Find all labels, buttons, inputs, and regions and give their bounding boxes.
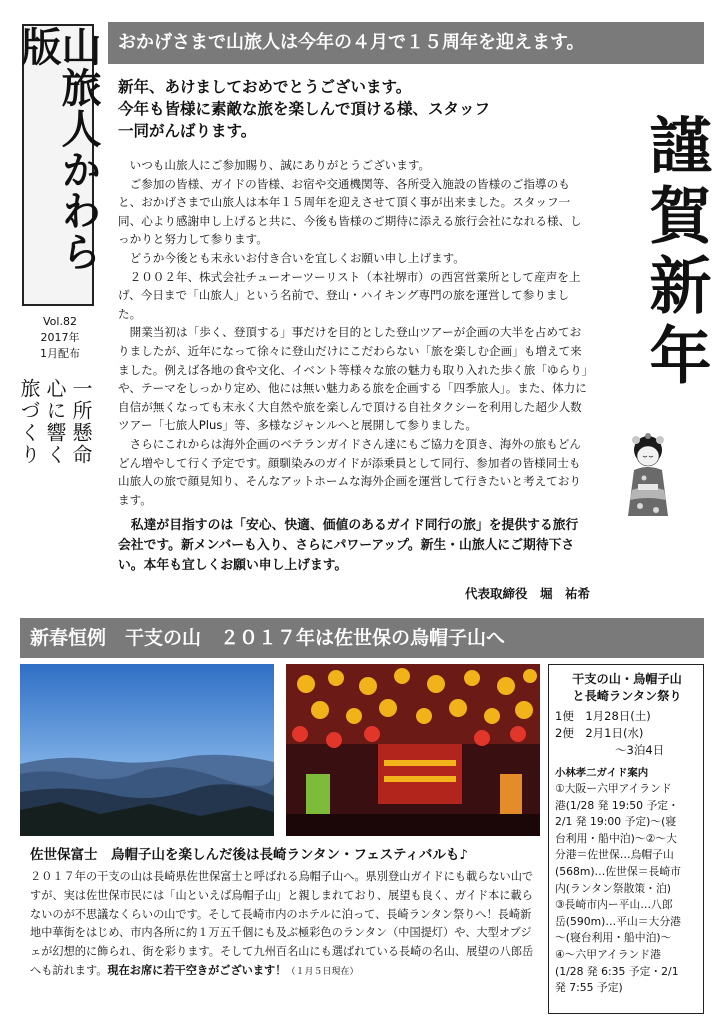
letter-paragraph: 開業当初は「歩く、登頂する」事だけを目的とした登山ツアーが企画の大半を占めておりましたが、近年になって徐々に登山だけにこだわらない「旅を楽しむ企画」も増えて来ました。例えば各地の食や文化、イベント等様々な旅の魅力も取り入れた歩く旅「ゆらり」や、テーマをしっかり定め、他には無い魅力ある旅を企画する「四季旅人」。また、体力に自信が無くなっても末永く大自然や旅を楽しんで頂ける自社タクシーを利用した超少人数ツアー「七旅人Plus」等、多様なジャンルへと展開して参りました。 (118, 325, 588, 433)
itinerary-line: ③長崎市内ー平山…八郎 (555, 898, 673, 912)
motto (17, 378, 94, 578)
itinerary (555, 781, 699, 997)
itinerary-line: 内(ランタン祭散策・泊) (555, 881, 671, 895)
article-body (30, 868, 540, 982)
tour-title (555, 671, 699, 708)
closing-message (118, 516, 588, 576)
signature: 代表取締役 堀 祐希 (464, 586, 590, 601)
kimono-doll-illustration (614, 430, 682, 522)
letter-paragraph: ２００２年、株式会社チューオーツーリスト（本社堺市）の西宮営業所として産声を上げ、今日まで「山旅人」という名前で、登山・ハイキング専門の旅を運営して参りました。 (118, 269, 581, 321)
itinerary-line: 2/1 発 19:00 予定)～(寝 (555, 815, 677, 829)
issue-distribution: 1月配布 (40, 347, 80, 360)
itinerary-line: 分港＝佐世保…烏帽子山 (555, 848, 674, 862)
greeting-letter (118, 156, 588, 509)
closing-text: 私達が目指すのは「安心、快適、価値のあるガイド同行の旅」を提供する旅行会社です。新メンバーも入り、さらにパワーアップ。新生・山旅人にご期待下さい。本年も宜しくお願い申し上げます。 (118, 518, 579, 573)
itinerary-line: ～(寝台利用・船中泊)～ (555, 931, 672, 945)
itinerary-line: 発 7:55 予定) (555, 981, 623, 995)
greeting-line-1: 新年、あけましておめでとうございます。 (118, 78, 412, 96)
guide-heading: 小林孝二ガイド案内 (555, 767, 649, 779)
issue-year: 2017年 (40, 331, 80, 344)
itinerary-line: (568m)…佐世保＝長崎市 (555, 864, 681, 878)
article-text: ２０１７年の干支の山は長崎県佐世保富士と呼ばれる烏帽子山へ。県別登山ガイドにも載らない山ですが、実は佐世保市民には「山といえば烏帽子山」と親しまれており、展望も良く、ガイド本に載らないのが不思議なくらいの山です。そして長崎市内のホテルに泊って、長崎ランタン祭りへ！長崎新地中華街をはじめ、市内各所に約１万五千個にも及ぶ極彩色のランタン（中国提灯）や、大型オブジェが幻想的に飾られ、街を彩ります。そして九州百名山にも選ばれている長崎の名山、展望の八郎岳へも訪れます。 (30, 870, 534, 977)
itinerary-line: 台利用・船中泊)～②～大 (555, 831, 677, 845)
sasebo-mountain-view-photo (20, 664, 274, 836)
motto-line-1: 一所懸命 (69, 378, 93, 466)
issue-info (20, 314, 100, 362)
kinga-shinnen-calligraphy: 謹賀新年 (639, 113, 712, 393)
availability-notice: 現在お席に若干空きがございます！ (107, 963, 287, 977)
greeting-line-2: 今年も皆様に素敵な旅を楽しんで頂ける様、スタッフ (118, 100, 491, 118)
letter-paragraph: いつも山旅人にご参加賜り、誠にありがとうございます。 (129, 158, 431, 172)
itinerary-line: 岳(590m)…平山＝大分港 (555, 914, 681, 928)
greeting-line-3: 一同がんばります。 (118, 122, 257, 140)
article-title: 佐世保富士 烏帽子山を楽しんだ後は長崎ランタン・フェスティバルも♪ (30, 847, 469, 863)
masthead (15, 24, 102, 306)
masthead-title: 山旅人かわら版 (15, 26, 102, 272)
letter-paragraph: ご参加の皆様、ガイドの皆様、お宿や交通機関等、各所受入施設の皆様のご指導のもと、おかげさまで山旅人は本年１５周年を迎えさせて頂く事が出来ました。スタッフ一同、心より感謝申し上げると共に、今後も皆様のご期待に添える旅行会社になれる様、しっかりと努力して参ります。 (118, 176, 582, 247)
departure-2: 2便 2月1日(水) (555, 726, 644, 740)
nagasaki-lantern-festival-photo (286, 664, 540, 836)
itinerary-line: (1/28 発 6:35 予定・2/1 (555, 964, 679, 978)
letter-paragraph: さらにこれからは海外企画のベテランガイドさん達にもご協力を頂き、海外の旅もどんどん増やして行く予定です。顔馴染みのガイドが添乗員として同行、参加者の皆様同士も山旅人の旅で顔見知り、そんなアットホームな海外企画を運営して行きたいと考えております。 (118, 436, 581, 507)
tour-title-line-1: 干支の山・烏帽子山 (572, 672, 682, 686)
departure-1: 1便 1月28日(土) (555, 709, 651, 723)
motto-line-3: 旅づくり (17, 378, 41, 466)
tour-duration: ～3泊4日 (615, 743, 665, 757)
letter-paragraph: どうか今後とも末永いお付き合いを宜しくお願い申し上げます。 (129, 250, 465, 265)
tour-info-box (548, 664, 704, 1014)
itinerary-line: ①大阪ー六甲アイランド (555, 782, 672, 795)
anniversary-banner: おかげさまで山旅人は今年の４月で１５周年を迎えます。 (108, 22, 704, 64)
itinerary-line: 港(1/28 発 19:50 予定・ (555, 798, 679, 812)
new-year-greeting (118, 76, 578, 142)
availability-date-note: （１月５日現在） (286, 966, 359, 977)
section-banner: 新春恒例 干支の山 ２０１７年は佐世保の烏帽子山へ (20, 618, 704, 658)
itinerary-line: ④～六甲アイランド港 (555, 947, 661, 961)
motto-line-2: 心に響く (43, 378, 67, 466)
tour-title-line-2: と長崎ランタン祭り (572, 689, 682, 703)
issue-volume: Vol.82 (43, 315, 77, 328)
